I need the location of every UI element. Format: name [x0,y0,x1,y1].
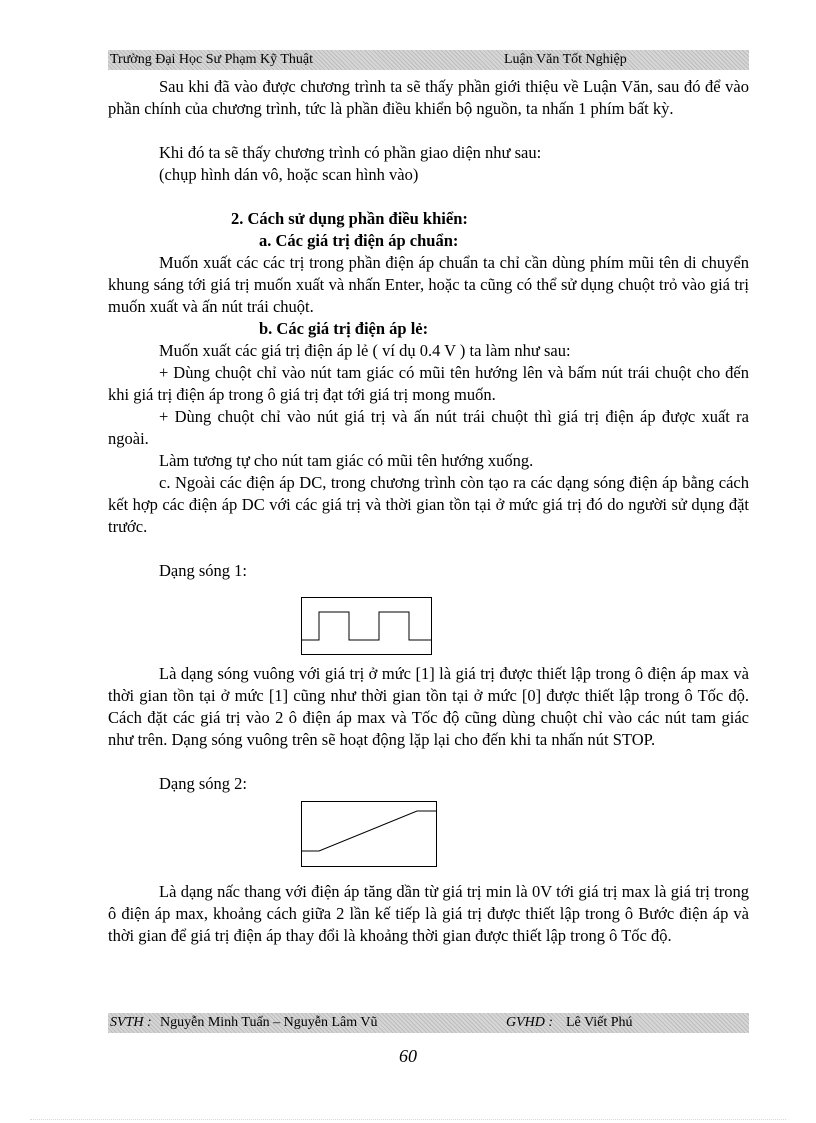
figure-label: Dạng sóng 1: [159,561,247,580]
page-footer [108,1013,749,1033]
paragraph: Là dạng sóng vuông với giá trị ở mức [1] là giá trị được thiết lập trong ô điện áp max và thời gian tồn tại ở mức [1] cũng như thời gian tồn tại ở mức [0] được thiết lập trong ô Tốc độ. Cách đặt các giá trị vào 2 ô điện áp max và Tốc độ cũng dùng chuột chỉ vào các nút tam giác như trên. Dạng sóng vuông trên sẽ hoạt động lặp lại cho đến khi ta nhấn nút STOP. [108,664,749,749]
staircase-wave-figure [301,801,437,867]
figure-frame [302,598,432,655]
page-header [108,50,749,70]
footer-students: Nguyễn Minh Tuấn – Nguyễn Lâm Vũ [160,1015,378,1030]
paragraph: c. Ngoài các điện áp DC, trong chương trình còn tạo ra các dạng sóng điện áp bằng cách kết hợp các điện áp DC với các giá trị và thời gian tồn tại ở mức giá trị đó do người sử dụng đặt trước. [108,473,749,536]
subsection-heading: a. Các giá trị điện áp chuẩn: [259,231,459,250]
square-wave-figure [301,597,432,655]
paragraph: Là dạng nấc thang với điện áp tăng dần từ giá trị min là 0V tới giá trị max là giá trị trong ô điện áp max, khoảng cách giữa 2 lần kế tiếp là giá trị được thiết lập trong ô Bước điện áp và thời gian để giá trị điện áp thay đổi là khoảng thời gian được thiết lập trong ô Tốc độ. [108,882,749,945]
square-wave-line [301,612,432,640]
paragraph: Muốn xuất các các trị trong phần điện áp chuẩn ta chỉ cần dùng phím mũi tên di chuyển khung sáng tới giá trị muốn xuất và nhấn Enter, hoặc ta cũng có thể sử dụng chuột trỏ vào giá trị muốn xuất và ấn nút trái chuột. [108,253,749,316]
figure-label: Dạng sóng 2: [159,774,247,793]
page-body [108,76,749,947]
paragraph: (chụp hình dán vô, hoặc scan hình vào) [159,165,419,184]
paragraph: Làm tương tự cho nút tam giác có mũi tên hướng xuống. [159,451,534,470]
header-school: Trường Đại Học Sư Phạm Kỹ Thuật [110,52,314,67]
staircase-wave-line [301,811,437,851]
footer-gvhd-label: GVHD : [506,1015,554,1030]
header-thesis-title: Luận Văn Tốt Nghiệp [504,52,627,67]
paragraph: Sau khi đã vào được chương trình ta sẽ thấy phần giới thiệu về Luận Văn, sau đó để vào phần chính của chương trình, tức là phần điều khiển bộ nguồn, ta nhấn 1 phím bất kỳ. [108,77,749,118]
footer-advisor: Lê Viết Phú [566,1015,633,1030]
subsection-heading: b. Các giá trị điện áp lẻ: [259,319,429,338]
bottom-divider [30,1119,786,1120]
paragraph: Khi đó ta sẽ thấy chương trình có phần giao diện như sau: [159,143,542,162]
footer-svth-label: SVTH : [110,1015,152,1030]
section-heading: 2. Cách sử dụng phần điều khiển: [231,209,468,228]
paragraph: Muốn xuất các giá trị điện áp lẻ ( ví dụ 0.4 V ) ta làm như sau: [159,341,571,360]
page-number: 60 [399,1046,417,1066]
paragraph: + Dùng chuột chỉ vào nút tam giác có mũi tên hướng lên và bấm nút trái chuột cho đến khi giá trị điện áp trong ô giá trị đạt tới giá trị mong muốn. [108,363,749,404]
paragraph: + Dùng chuột chỉ vào nút giá trị và ấn nút trái chuột thì giá trị điện áp được xuất ra ngoài. [108,407,749,448]
